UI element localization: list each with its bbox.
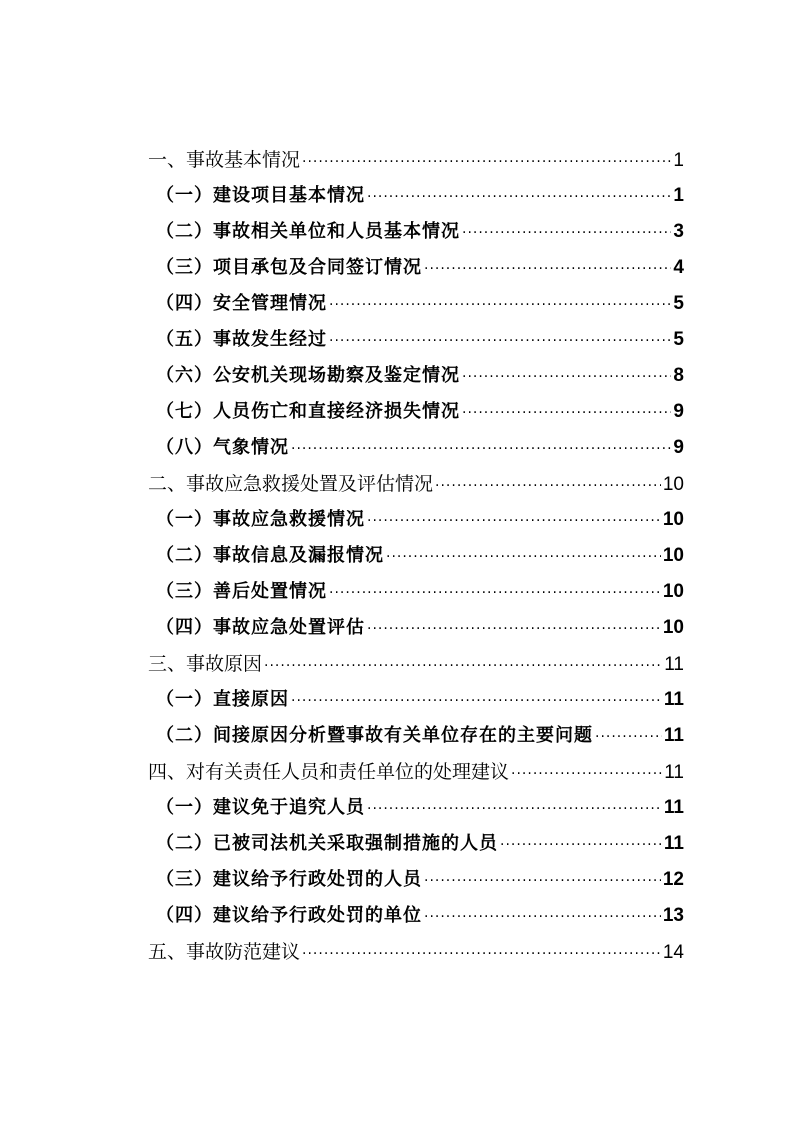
toc-entry-page: 11 (663, 689, 684, 710)
dot-leader (462, 395, 671, 431)
dot-leader (424, 899, 661, 935)
dot-leader (424, 863, 661, 899)
toc-entry-label: （二）间接原因分析暨事故有关单位存在的主要问题 (156, 725, 593, 746)
toc-entry-label: 二、事故应急救援处置及评估情况 (148, 473, 434, 495)
toc-entry-label: （五）事故发生经过 (156, 329, 327, 350)
toc-entry[interactable] (148, 286, 684, 322)
dot-leader (511, 756, 662, 792)
toc-entry[interactable] (148, 718, 684, 754)
toc-entry-label: （二）事故相关单位和人员基本情况 (156, 221, 460, 242)
toc-entry[interactable] (148, 466, 684, 502)
toc-entry-label: 五、事故防范建议 (148, 941, 301, 963)
toc-entry-label: （六）公安机关现场勘察及鉴定情况 (156, 365, 460, 386)
toc-entry-label: （二）事故信息及漏报情况 (156, 545, 384, 566)
toc-entry[interactable] (148, 250, 684, 286)
dot-leader (462, 215, 671, 251)
toc-entry-label: （一）直接原因 (156, 689, 289, 710)
toc-entry-page: 10 (662, 474, 684, 495)
dot-leader (329, 575, 661, 611)
toc-entry-label: 三、事故原因 (148, 653, 263, 675)
toc-entry-page: 13 (662, 905, 684, 926)
toc-entry[interactable] (148, 538, 684, 574)
toc-entry[interactable] (148, 142, 684, 178)
dot-leader (302, 936, 661, 972)
toc-entry-label: （一）事故应急救援情况 (156, 509, 365, 530)
toc-entry-page: 11 (664, 654, 684, 675)
toc-entry-page: 10 (662, 545, 684, 566)
dot-leader (424, 251, 671, 287)
toc-entry[interactable] (148, 682, 684, 718)
toc-entry-label: （四）安全管理情况 (156, 293, 327, 314)
toc-entry[interactable] (148, 826, 684, 862)
toc-entry-label: （三）善后处置情况 (156, 581, 327, 602)
toc-entry[interactable] (148, 790, 684, 826)
toc-entry-page: 9 (673, 437, 684, 458)
toc-entry[interactable] (148, 394, 684, 430)
toc-entry-page: 11 (664, 762, 684, 783)
toc-entry[interactable] (148, 178, 684, 214)
toc-entry[interactable] (148, 646, 684, 682)
toc-entry-label: 一、事故基本情况 (148, 149, 301, 171)
dot-leader (367, 179, 671, 215)
toc-entry[interactable] (148, 214, 684, 250)
toc-entry[interactable] (148, 574, 684, 610)
toc-entry[interactable] (148, 754, 684, 790)
dot-leader (329, 323, 671, 359)
toc-entry[interactable] (148, 934, 684, 970)
toc-entry-page: 4 (673, 257, 684, 278)
dot-leader (500, 827, 662, 863)
toc-entry-page: 5 (673, 293, 684, 314)
dot-leader (367, 503, 661, 539)
toc-entry-page: 3 (673, 221, 684, 242)
toc-entry-page: 10 (662, 581, 684, 602)
toc-entry[interactable] (148, 610, 684, 646)
toc-entry-label: 四、对有关责任人员和责任单位的处理建议 (148, 761, 510, 783)
dot-leader (462, 359, 671, 395)
toc-entry-page: 12 (662, 869, 684, 890)
toc-entry[interactable] (148, 322, 684, 358)
dot-leader (291, 431, 671, 467)
toc-entry-page: 11 (663, 833, 684, 854)
dot-leader (367, 611, 661, 647)
dot-leader (264, 648, 662, 684)
dot-leader (291, 683, 662, 719)
toc-entry-label: （三）项目承包及合同签订情况 (156, 257, 422, 278)
toc-entry[interactable] (148, 898, 684, 934)
toc-entry-label: （四）事故应急处置评估 (156, 617, 365, 638)
toc-entry-page: 11 (663, 725, 684, 746)
dot-leader (386, 539, 661, 575)
toc-entry-label: （四）建议给予行政处罚的单位 (156, 905, 422, 926)
toc-entry-label: （三）建议给予行政处罚的人员 (156, 869, 422, 890)
toc-entry-label: （八）气象情况 (156, 437, 289, 458)
toc-entry-page: 14 (662, 942, 684, 963)
toc-entry-label: （七）人员伤亡和直接经济损失情况 (156, 401, 460, 422)
toc-entry-page: 11 (663, 797, 684, 818)
toc-entry-page: 1 (673, 185, 684, 206)
toc-entry-page: 10 (662, 509, 684, 530)
dot-leader (435, 468, 661, 504)
toc-entry-label: （二）已被司法机关采取强制措施的人员 (156, 833, 498, 854)
toc-entry-label: （一）建设项目基本情况 (156, 185, 365, 206)
toc-entry-page: 9 (673, 401, 684, 422)
toc-entry-page: 5 (673, 329, 684, 350)
dot-leader (595, 719, 662, 755)
toc-entry[interactable] (148, 862, 684, 898)
table-of-contents (148, 142, 684, 970)
toc-entry-label: （一）建议免于追究人员 (156, 797, 365, 818)
toc-entry-page: 8 (673, 365, 684, 386)
toc-entry[interactable] (148, 502, 684, 538)
toc-entry[interactable] (148, 358, 684, 394)
toc-entry-page: 10 (662, 617, 684, 638)
toc-entry[interactable] (148, 430, 684, 466)
dot-leader (329, 287, 671, 323)
toc-entry-page: 1 (673, 150, 684, 171)
dot-leader (367, 791, 662, 827)
dot-leader (302, 144, 671, 180)
